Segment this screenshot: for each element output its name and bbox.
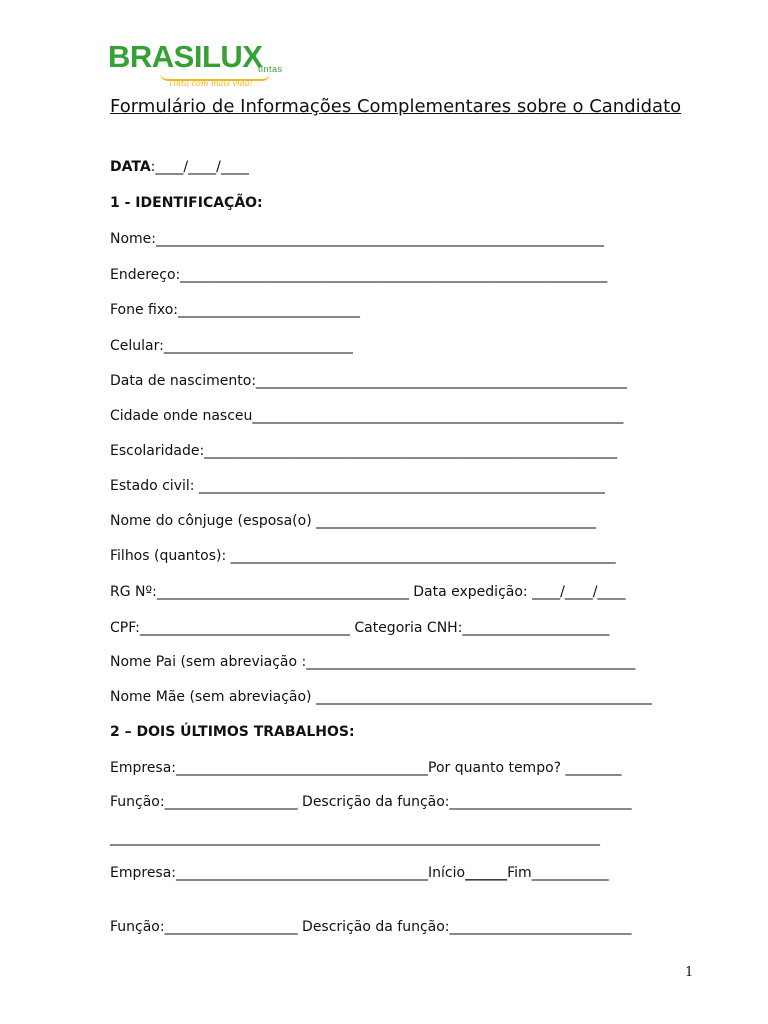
fim-field: Fim___________ bbox=[507, 865, 609, 881]
celular-field[interactable]: Celular:___________________________ bbox=[110, 338, 353, 354]
inicio-blank: ______ bbox=[465, 865, 508, 881]
empresa2-start: Empresa:____________________________________Início bbox=[110, 865, 466, 881]
estado-civil-field[interactable]: Estado civil: __________________________________________________________ bbox=[110, 478, 605, 494]
logo-slogan: Tinta com mais vida! bbox=[168, 79, 253, 88]
form-title: Formulário de Informações Complementares sobre o Candidato bbox=[110, 96, 682, 117]
date-blanks: :____/____/____ bbox=[150, 159, 249, 175]
escolaridade-field[interactable]: Escolaridade:___________________________________________________________ bbox=[110, 443, 618, 459]
cpf-field[interactable]: CPF:______________________________ Categoria CNH:_____________________ bbox=[110, 620, 610, 636]
fone-fixo-field[interactable]: Fone fixo:__________________________ bbox=[110, 302, 361, 318]
date-field[interactable] bbox=[110, 158, 249, 176]
funcao2-field[interactable]: Função:___________________ Descrição da função:__________________________ bbox=[110, 919, 632, 935]
date-label: DATA bbox=[110, 159, 151, 175]
nome-field[interactable]: Nome:________________________________________________________________ bbox=[110, 231, 605, 247]
descricao1-cont-field[interactable]: ______________________________________________________________________ bbox=[110, 830, 600, 846]
section-identificacao: 1 - IDENTIFICAÇÃO: bbox=[110, 195, 263, 211]
page-number: 1 bbox=[685, 965, 694, 980]
endereco-field[interactable]: Endereço:_____________________________________________________________ bbox=[110, 267, 608, 283]
section-trabalhos: 2 – DOIS ÚLTIMOS TRABALHOS: bbox=[110, 724, 355, 740]
nome-mae-field[interactable]: Nome Mãe (sem abreviação) ________________________________________________ bbox=[110, 689, 652, 705]
rg-field[interactable]: RG Nº:____________________________________ Data expedição: ____/____/____ bbox=[110, 584, 626, 600]
conjuge-field[interactable]: Nome do cônjuge (esposa(o) ________________________________________ bbox=[110, 513, 597, 529]
nome-pai-field[interactable]: Nome Pai (sem abreviação :_______________________________________________ bbox=[110, 654, 636, 670]
logo-brand: BRASILUX bbox=[108, 39, 263, 74]
funcao1-field[interactable]: Função:___________________ Descrição da função:__________________________ bbox=[110, 794, 632, 810]
empresa1-field[interactable]: Empresa:____________________________________Por quanto tempo? ________ bbox=[110, 760, 622, 776]
cidade-field[interactable]: Cidade onde nasceu_____________________________________________________ bbox=[110, 408, 624, 424]
empresa2-field[interactable] bbox=[110, 864, 609, 882]
brasilux-logo bbox=[108, 40, 288, 92]
nascimento-field[interactable]: Data de nascimento:_____________________________________________________ bbox=[110, 373, 628, 389]
logo-sub: tintas bbox=[258, 64, 283, 74]
filhos-field[interactable]: Filhos (quantos): _______________________________________________________ bbox=[110, 548, 616, 564]
